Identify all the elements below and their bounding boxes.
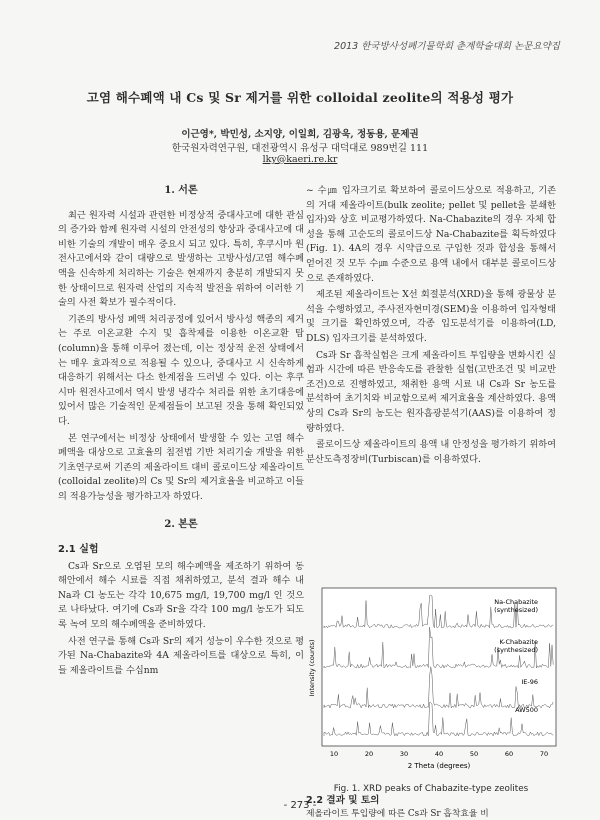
experiment-paragraph-2: 사전 연구를 통해 Cs과 Sr의 제거 성능이 우수한 것으로 평가된 Na-Chabazite와 4A 제올라이트를 대상으로 특히, 이들 제올라이트를 수십nm <box>58 635 304 676</box>
x-tick-70: 70 <box>539 750 549 758</box>
subsection-results-title: 2.2 결과 및 토의 <box>306 795 380 806</box>
intro-paragraph-3: 본 연구에서는 비정상 상태에서 발생할 수 있는 고염 해수폐액을 대상으로 고효율의 침전법 기반 처리기술 개발을 위한 기초연구로써 기존의 제올라이트 대비 콜로이드상 제올라이트(colloidal zeolite)의 Cs 및 Sr의 제거효율을 비교하고 이들의 적용가능성을 평가하고자 하였다. <box>58 432 304 502</box>
right-paragraph-1: ~ 수㎛ 입자크기로 확보하여 콜로이드상으로 적용하고, 기존의 거대 제올라이트(bulk zeolite; pellet 및 pellet을 분쇄한 입자)와 상호 비교평가하였다. Na-Chabazite의 경우 자체 합성을 통해 고순도의 콜로이드상 Na-Chabazite를 획득하였다(Fig. 1). 4A의 경우 시약급으로 구입한 것과 합성을 통해서 얻어진 것 모두 수㎛ 수준으로 용액 내에서 대부분 콜로이드상으로 존재하였다. <box>306 185 556 284</box>
series-label-4: AW500 <box>515 706 538 714</box>
xrd-figure <box>306 584 560 772</box>
results-paragraph-1: 제올라이트 투입량에 따른 Cs과 Sr 흡착효율 비 <box>306 809 489 819</box>
x-tick-10: 10 <box>329 750 339 758</box>
conference-header: 2013 한국방사성폐기물학회 춘계학술대회 논문요약집 <box>334 41 560 52</box>
paper-title: 고염 해수폐액 내 Cs 및 Sr 제거를 위한 colloidal zeolite의 적용성 평가 <box>86 90 514 105</box>
series-label-2: K-Chabazite <box>499 638 538 646</box>
x-tick-40: 40 <box>434 750 444 758</box>
results-block <box>306 792 556 806</box>
left-column <box>58 184 304 680</box>
subsection-experiment-title: 2.1 실험 <box>58 544 99 556</box>
section-intro-title: 1. 서론 <box>164 185 198 196</box>
series-label-3: IE-96 <box>521 678 538 686</box>
x-tick-50: 50 <box>469 750 479 758</box>
affiliation: 한국원자력연구원, 대전광역시 유성구 대덕대로 989번길 111 <box>171 143 429 154</box>
x-tick-labels <box>330 750 548 758</box>
experiment-paragraph-1: Cs과 Sr으로 오염된 모의 해수폐액을 제조하기 위하여 동해안에서 해수 시료를 직접 채취하였고, 분석 결과 해수 내 Na과 Cl 농도는 각각 10,675 mg/l, 19,700 mg/l 인 것으로 나타났다. 여기에 Cs과 Sr을 각각 100 mg/l 농도가 되도록 녹여 모의 해수폐액을 준비하였다. <box>58 560 304 631</box>
intro-paragraph-1: 최근 원자력 시설과 관련한 비정상적 중대사고에 대한 관심의 증가와 함께 원자력 시설의 안전성의 향상과 중대사고에 대비한 기술의 개발이 매우 중요시 되고 있다. 특히, 후쿠시마 원전사고에서와 같이 대량으로 발생하는 고방사성/고염 해수폐액을 신속하게 처리하는 기술은 현재까지 충분히 개발되지 못한 상태이므로 원자력 산업의 지속적 발전을 위하여 이러한 기술의 사전 확보가 필수적이다. <box>58 209 304 309</box>
x-tick-60: 60 <box>504 750 514 758</box>
x-axis-label: 2 Theta (degrees) <box>407 762 471 770</box>
series-label-1-sub: (synthesized) <box>494 606 538 614</box>
series-label-1: Na-Chabazite <box>494 598 538 606</box>
x-tick-30: 30 <box>399 750 409 758</box>
x-tick-20: 20 <box>364 750 374 758</box>
right-paragraph-2: 제조된 제올라이트는 X선 회절분석(XRD)을 통해 광물상 분석을 수행하였고, 주사전자현미경(SEM)을 이용하여 입자형태 및 크기를 확인하였으며, 각종 입도분석기를 이용하여(LD, DLS) 입자크기를 분석하였다. <box>306 289 556 344</box>
series-label-2-sub: (synthesized) <box>494 646 538 654</box>
right-column <box>306 184 556 469</box>
section-main-title: 2. 본론 <box>164 519 198 531</box>
right-paragraph-4: 콜로이드상 제올라이트의 용액 내 안정성을 평가하기 위하여 분산도측정장비(Turbiscan)를 이용하였다. <box>306 439 556 465</box>
email-link[interactable]: lky@kaeri.re.kr <box>262 154 338 165</box>
right-paragraph-3: Cs과 Sr 흡착실험은 크게 제올라이트 투입량을 변화시킨 실험과 시간에 따른 반응속도를 관찰한 실험(고반조건 및 비교반조건)으로 진행하였고, 채취한 용액 시료 내 Cs과 Sr 농도를 분석하여 초기치와 비교함으로써 제거효율을 계산하였다. 용액상의 Cs과 Sr의 농도는 원자흡광분석기(AAS)를 이용하여 정량하였다. <box>306 349 556 434</box>
intro-paragraph-2: 기존의 방사성 폐액 처리공정에 있어서 방사성 핵종의 제거는 주로 이온교환 수지 및 흡착제를 이용한 이온교환 탑(column)을 통해 이루어 졌는데, 이는 정상적 운전 상태에서는 매우 효과적으로 적용될 수 있으나, 중대사고 시 신속하게 대응하기 위해서는 다소 한계점을 드러낼 수 있다. 이는 후쿠시마 원전사고에서 역시 발생 냉각수 처리를 위한 초기대응에 있어서 많은 기술적인 문제점들이 보고된 것을 통해 확인되었다. <box>58 313 304 427</box>
figure-caption: Fig. 1. XRD peaks of Chabazite-type zeolites <box>333 784 529 794</box>
y-axis-label: Intensity (counts) <box>308 639 316 697</box>
page-number: - 273 - <box>283 800 317 811</box>
author-list: 이근영*, 박민성, 소지양, 이일희, 김광욱, 정동용, 문제권 <box>181 129 419 140</box>
